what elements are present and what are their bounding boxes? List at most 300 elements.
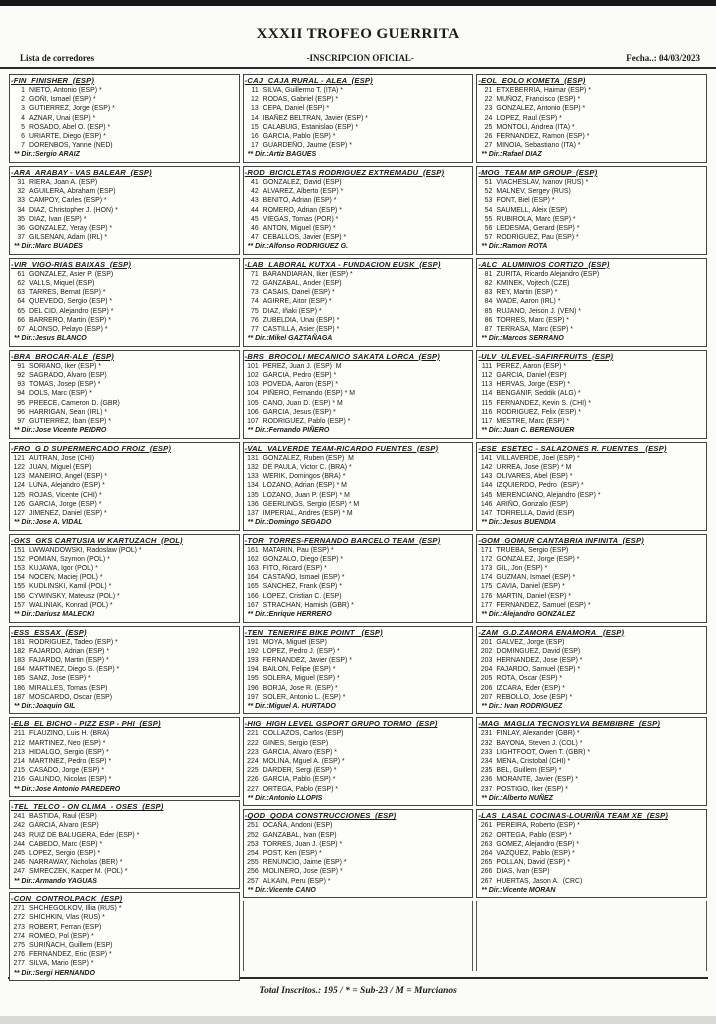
rider-row [10, 601, 239, 610]
rider-name: SHICHKIN, Vlas (RUS) * [29, 914, 105, 922]
rider-number: 256 [247, 868, 259, 876]
rider-name: ORTEGA, Pablo (ESP) * [262, 785, 338, 793]
rider-number: 37 [17, 234, 25, 242]
rider-row [477, 564, 706, 573]
rider-name: RUJANO, Jeison J. (VEN) * [496, 307, 581, 315]
rider-name: SURIÑACH, Guillem (ESP) [29, 941, 113, 949]
rider-name: FERNANDEZ, Kevin S. (CHI) * [496, 399, 591, 407]
rider-row [10, 665, 239, 674]
rider-name: GIL, Jon (ESP) * [496, 565, 548, 573]
rider-number: 183 [13, 656, 25, 664]
team-block [243, 442, 474, 531]
director-row: ** Dir.:Domingo SEGADO [247, 519, 332, 527]
rider-name: GANZABAL, Ivan (ESP) [262, 831, 337, 839]
rider-name: CEBALLOS, Javier (ESP) * [262, 234, 347, 242]
rider-name: SANZ, Jose (ESP) * [29, 675, 91, 683]
rider-number: 42 [251, 188, 259, 196]
rider-number: 273 [13, 923, 25, 931]
rider-row [244, 481, 473, 490]
rider-row [10, 215, 239, 224]
rider-number: 177 [480, 601, 493, 609]
rider-name: FONT, Biel (ESP) * [496, 197, 555, 205]
rider-name: AGUILERA, Abraham (ESP) [29, 188, 116, 196]
rider-name: SHCHEGOLKOV, Illia (RUS) * [29, 905, 122, 913]
rider-row [10, 739, 239, 748]
rider-name: OCAÑA, Andoni (ESP) [262, 822, 333, 830]
rider-number: 85 [484, 307, 493, 315]
rider-name: CYWINSKY, Mateusz (POL) * [29, 592, 120, 600]
rider-name: STRACHAN, Hamish (GBR) * [262, 601, 354, 609]
director-row: ** Dir.:Vicente CANO [247, 886, 316, 894]
rider-row [10, 849, 239, 858]
rider-name: FLAUZINO, Luis H. (BRA) [29, 730, 110, 738]
rider-name: GONZALEZ, David (ESP) [262, 178, 342, 186]
rider-number: 155 [13, 583, 25, 591]
rider-row [477, 362, 706, 371]
rider-name: IMPERIAL, Andres (ESP) * M [262, 509, 353, 517]
rider-number: 181 [13, 638, 25, 646]
rider-name: ROBERT, Ferran (ESP) [29, 923, 102, 931]
rider-number: 132 [247, 463, 259, 471]
rider-number: 87 [484, 326, 493, 334]
rider-row [244, 555, 473, 564]
rider-number: 115 [481, 399, 493, 407]
team-header: -HIG HIGH LEVEL GSPORT GRUPO TORMO (ESP) [244, 719, 438, 729]
rider-number: 233 [480, 748, 493, 756]
rider-number: 16 [251, 133, 259, 141]
team-block [9, 717, 240, 797]
director-row: ** Dir.:Alfonso RODRIGUEZ G. [247, 243, 349, 251]
rider-name: URIARTE, Diego (ESP) * [29, 133, 106, 141]
team-header: -LAS LASAL COCINAS-LOURIÑA TEAM XE (ESP) [478, 811, 669, 821]
rider-name: DOLS, Marc (ESP) * [29, 390, 92, 398]
director-row: ** Dir.:Marc BUADES [14, 243, 83, 251]
rider-name: HERNANDEZ, Jose (ESP) * [496, 656, 583, 664]
rider-name: MINOIA, Sebastiano (ITA) * [496, 142, 581, 150]
rider-row [244, 454, 473, 463]
rider-row [10, 913, 239, 922]
rider-row [477, 307, 706, 316]
rider-name: HUERTAS, Jason A. (CRC) [496, 877, 583, 885]
rider-number: 1 [21, 87, 25, 94]
rider-row [477, 729, 706, 738]
rider-number: 83 [484, 289, 493, 297]
rider-number: 272 [13, 914, 25, 922]
rider-number: 186 [13, 684, 25, 692]
rider-row [244, 316, 473, 325]
rider-name: ROTA, Oscar (ESP) * [496, 675, 563, 683]
rider-number: 204 [480, 666, 493, 674]
rider-name: WALINIAK, Konrad (POL) * [29, 601, 113, 609]
rider-row [10, 941, 239, 950]
rider-name: GARCIA, Pablo (ESP) * [262, 776, 336, 784]
rider-row [244, 500, 473, 509]
rider-row [10, 757, 239, 766]
rider-name: MATARIN, Pau (ESP) * [262, 546, 334, 554]
rider-number: 195 [247, 675, 259, 683]
rider-row [477, 867, 706, 876]
rider-number: 113 [481, 381, 493, 389]
rider-number: 51 [484, 178, 493, 186]
rider-row [10, 95, 239, 104]
rider-number: 112 [481, 371, 493, 379]
rider-name: GUTIERREZ, Jorge (ESP) * [29, 105, 115, 113]
rider-row [10, 233, 239, 242]
team-block [476, 717, 707, 806]
rider-row [244, 187, 473, 196]
team-block [9, 74, 240, 163]
rider-number: 45 [251, 215, 259, 223]
rider-number: 237 [480, 785, 493, 793]
rider-number: 224 [247, 758, 259, 766]
rider-name: VALLS, Miquel (ESP) [29, 280, 95, 288]
rider-number: 56 [484, 224, 493, 232]
director-row: ** Dir.:Ramon ROTA [481, 243, 548, 251]
rider-number: 35 [17, 215, 25, 223]
rider-name: JIMENEZ, Daniel (ESP) * [29, 509, 107, 517]
rider-name: RODRIGUEZ, Pablo (ESP) * [262, 417, 351, 425]
rider-name: CASTILLA, Asier (ESP) * [262, 326, 340, 334]
rider-name: GANZABAL, Ander (ESP) [262, 280, 342, 288]
rider-name: FITO, Ricard (ESP) * [262, 565, 327, 573]
rider-number: 127 [13, 509, 25, 517]
rider-number: 6 [21, 133, 25, 141]
rider-row [10, 316, 239, 325]
director-row: ** Dir.:Sergi HERNANDO [14, 969, 95, 977]
rider-number: 203 [480, 656, 493, 664]
page-title: XXXII TROFEO GUERRITA [256, 26, 460, 42]
rider-number: 71 [251, 270, 259, 278]
rider-name: GARCIA, Jesus (ESP) * [262, 408, 336, 416]
rider-number: 246 [13, 859, 25, 867]
rider-name: HIDALGO, Sergio (ESP) * [29, 748, 109, 756]
rider-row [244, 371, 473, 380]
rider-row [244, 693, 473, 702]
rider-number: 25 [484, 123, 493, 131]
rider-number: 193 [247, 656, 259, 664]
rider-name: POVEDA, Aaron (ESP) * [262, 381, 339, 389]
director-row: ** Dir.:Vicente MORAN [481, 886, 556, 894]
rider-row [477, 270, 706, 279]
team-block [243, 717, 474, 806]
rider-row [10, 582, 239, 591]
rider-row [244, 775, 473, 784]
director-row: ** Dir.:Miguel A. HURTADO [247, 702, 336, 710]
rider-number: 247 [13, 868, 25, 876]
rider-number: 53 [484, 197, 493, 205]
team-block [476, 258, 707, 347]
rider-row [244, 325, 473, 334]
rider-name: SMRECZEK, Kacper M. (POL) * [29, 868, 128, 876]
rider-row [477, 288, 706, 297]
rider-row [477, 831, 706, 840]
rider-number: 213 [13, 748, 25, 756]
rider-name: KUDLINSKI, Kamil (POL) * [29, 583, 112, 591]
rider-name: LIGHTFOOT, Owen T. (GBR) * [496, 748, 591, 756]
team-block [476, 626, 707, 715]
rider-name: MALNEV, Sergey (RUS) [496, 188, 571, 196]
rider-number: 244 [13, 840, 25, 848]
rider-row [477, 215, 706, 224]
rider-name: POLLAN, David (ESP) * [496, 859, 570, 867]
rider-number: 94 [17, 390, 25, 398]
team-block [476, 442, 707, 531]
rider-name: POST, Ken (ESP) * [262, 849, 322, 857]
rider-name: MENA, Cristobal (CHI) * [496, 758, 571, 766]
rider-number: 146 [480, 500, 493, 508]
rider-number: 103 [247, 381, 259, 389]
rider-number: 12 [251, 96, 259, 104]
rider-number: 76 [251, 316, 259, 324]
rider-number: 147 [480, 509, 493, 517]
rider-name: FERNANDEZ, Eric (ESP) * [29, 951, 112, 959]
rider-number: 205 [480, 675, 493, 683]
rider-row [477, 592, 706, 601]
team-header: -ARA ARABAY - VAS BALEAR (ESP) [11, 167, 152, 177]
rider-name: DIAZ, Christopher J. (HON) * [29, 206, 118, 214]
rider-name: DORENBOS, Yanne (NED) [29, 142, 113, 150]
rider-name: GALINDO, Nicolas (ESP) * [29, 776, 112, 784]
rider-row [244, 380, 473, 389]
rider-number: 72 [251, 280, 259, 288]
director-row: ** Dir.:Joaquin GIL [14, 702, 76, 710]
rider-name: COLLAZOS, Carlos (ESP) [262, 730, 344, 738]
rider-name: NARRAWAY, Nicholas (BER) * [29, 859, 123, 867]
date-label: Fecha..: 04/03/2023 [626, 53, 700, 63]
rider-row [244, 858, 473, 867]
rider-number: 5 [21, 123, 25, 131]
rider-number: 125 [13, 491, 25, 499]
rider-row [244, 592, 473, 601]
rider-row [477, 481, 706, 490]
rider-name: BAYONA, Steven J. (COL) * [496, 739, 583, 747]
rider-row [244, 463, 473, 472]
rider-number: 194 [247, 666, 259, 674]
rider-name: CASAIS, Danel (ESP) * [262, 289, 335, 297]
rider-name: WADE, Aaron (IRL) * [496, 298, 561, 306]
rider-number: 255 [247, 859, 259, 867]
rider-row [10, 693, 239, 702]
rider-name: RODRIGUEZ, Pau (ESP) * [496, 234, 579, 242]
rider-name: ROJAS, Vicente (CHI) * [29, 491, 102, 499]
rider-number: 36 [17, 224, 25, 232]
rider-number: 61 [17, 270, 25, 278]
rider-number: 66 [17, 316, 25, 324]
rider-number: 234 [480, 758, 493, 766]
rider-name: CASADO, Jorge (ESP) * [29, 767, 105, 775]
director-row: ** Dir.:Artiz BAGUES [247, 151, 317, 159]
rider-row [10, 555, 239, 564]
rider-row [244, 831, 473, 840]
rider-row [10, 297, 239, 306]
rider-row [244, 821, 473, 830]
rider-number: 207 [480, 693, 493, 701]
team-block [243, 258, 474, 347]
rider-number: 271 [13, 905, 25, 913]
rider-number: 164 [247, 574, 259, 582]
rider-row [10, 206, 239, 215]
list-label: Lista de corredores [20, 53, 95, 63]
rider-row [10, 674, 239, 683]
rider-number: 167 [247, 601, 259, 609]
team-block [9, 534, 240, 623]
team-header: -TEN TENERIFE BIKE POINT (ESP) [244, 627, 383, 637]
rider-row [244, 86, 473, 95]
rider-number: 182 [13, 647, 25, 655]
rider-name: MOLINERO, Jose (ESP) * [262, 868, 343, 876]
team-header: -QOD QODA CONSTRUCCIONES (ESP) [244, 811, 397, 821]
rider-row [477, 408, 706, 417]
rider-name: GARCIA, Pedro (ESP) * [262, 371, 337, 379]
rider-row [10, 288, 239, 297]
rider-name: GONZALEZ, Asier P. (ESP) [29, 270, 114, 278]
rider-number: 33 [17, 197, 25, 205]
rider-row [244, 785, 473, 794]
rider-number: 63 [17, 289, 25, 297]
rider-name: GONZALEZ, Jorge (ESP) * [496, 555, 580, 563]
rider-name: LOPEZ, Pedro J. (ESP) * [262, 647, 340, 655]
rider-number: 117 [481, 417, 493, 425]
rider-row [244, 141, 473, 150]
rider-row [477, 775, 706, 784]
rider-name: ROMEO, Pol (ESP) * [29, 932, 94, 940]
rider-row [10, 132, 239, 141]
director-row: ** Dir.:Juan C. BERENGUER [481, 427, 575, 435]
rider-name: GARCIA, Daniel (ESP) [496, 371, 567, 379]
rider-name: JUAN, Miguel (ESP) [29, 463, 92, 471]
rider-row [10, 389, 239, 398]
director-row: ** Dir.:Alejandro GONZALEZ [481, 611, 576, 619]
rider-row [10, 380, 239, 389]
rider-row [10, 812, 239, 821]
rider-number: 135 [247, 491, 259, 499]
rider-number: 27 [484, 142, 493, 150]
rider-name: LOPEZ, Cristian C. (ESP) [262, 592, 342, 600]
rider-row [10, 104, 239, 113]
rider-row [10, 959, 239, 968]
rider-row [10, 821, 239, 830]
rider-row [477, 849, 706, 858]
rider-name: BARRERO, Martin (ESP) * [29, 316, 111, 324]
director-row: ** Dir.: Ivan RODRIGUEZ [481, 702, 563, 710]
rider-name: NIETO, Antonio (ESP) * [29, 87, 102, 94]
rider-name: BORJA, Jose R. (ESP) * [262, 684, 338, 692]
team-header: -ESS ESSAX (ESP) [11, 627, 87, 637]
rider-row [244, 132, 473, 141]
rider-name: LOPEZ, Sergio (ESP) * [29, 849, 101, 857]
rider-row [477, 297, 706, 306]
team-header: -MOG TEAM MP GROUP (ESP) [478, 167, 598, 177]
team-header: -BRA BROCAR-ALE (ESP) [11, 351, 115, 361]
rider-name: LOPEZ, Raul (ESP) * [496, 114, 562, 122]
rider-row [10, 224, 239, 233]
rider-row [10, 491, 239, 500]
rider-number: 131 [247, 454, 259, 462]
rider-row [477, 325, 706, 334]
rider-row [244, 849, 473, 858]
director-row: ** Dir.:Jesus BLANCO [14, 335, 87, 343]
rider-name: GOMEZ, Alejandro (ESP) * [496, 840, 580, 848]
rider-name: DIAZ, Ivan (ESP) * [29, 215, 87, 223]
rider-number: 116 [481, 408, 493, 416]
rider-number: 254 [247, 849, 259, 857]
rider-row [477, 656, 706, 665]
rider-number: 221 [247, 730, 259, 738]
rider-row [10, 831, 239, 840]
rider-name: ALKAIN, Peru (ESP) * [262, 877, 331, 885]
rider-number: 96 [17, 408, 25, 416]
team-header: -ESE ESETEC - SALAZONES R. FUENTES (ESP) [478, 443, 667, 453]
director-row: ** Dir.:Sergio ARAIZ [14, 151, 80, 159]
rider-name: PREECE, Cameron D. (GBR) [29, 399, 120, 407]
rider-row [244, 674, 473, 683]
rider-row [477, 316, 706, 325]
team-header: -LAB LABORAL KUTXA - FUNDACION EUSK (ESP) [244, 259, 441, 269]
column-2 [243, 74, 474, 971]
rider-row [477, 206, 706, 215]
rider-number: 242 [13, 822, 25, 830]
rider-name: BEL, Guillem (ESP) * [496, 767, 562, 775]
rider-row [477, 114, 706, 123]
rider-row [10, 325, 239, 334]
team-header: -ELB EL BICHO - PIZZ ESP - PHI (ESP) [11, 719, 161, 729]
rider-row [477, 684, 706, 693]
rider-row [244, 178, 473, 187]
rider-number: 185 [13, 675, 25, 683]
team-header: -ZAM G.D.ZAMORA ENAMORA (ESP) [478, 627, 625, 637]
rider-row [477, 380, 706, 389]
rider-name: NOCEN, Maciej (POL) * [29, 574, 103, 582]
team-header: -EOL EOLO KOMETA (ESP) [478, 76, 586, 85]
director-row: ** Dir.:Alberto NUÑEZ [481, 794, 553, 802]
rider-name: SORIANO, Iker (ESP) * [29, 362, 101, 370]
rider-row [244, 729, 473, 738]
team-block [243, 166, 474, 255]
rider-row [477, 472, 706, 481]
team-header: -ALC ALUMINIOS CORTIZO (ESP) [478, 259, 610, 269]
rider-number: 172 [480, 555, 493, 563]
rider-number: 262 [480, 831, 493, 839]
rider-row [477, 454, 706, 463]
rider-number: 214 [13, 758, 25, 766]
rider-number: 32 [17, 188, 25, 196]
rider-number: 202 [480, 647, 493, 655]
rider-number: 15 [251, 123, 259, 131]
rider-name: OLIVARES, Abel (ESP) * [496, 473, 573, 481]
rider-row [244, 840, 473, 849]
rider-row [244, 104, 473, 113]
rider-name: KUJAWA, Igor (POL) * [29, 565, 98, 573]
rider-name: REBOLLO, Jose (ESP) * [496, 693, 573, 701]
rider-row [477, 371, 706, 380]
rider-row [10, 564, 239, 573]
rider-row [244, 196, 473, 205]
rider-row [477, 463, 706, 472]
rider-row [10, 638, 239, 647]
rider-number: 3 [21, 105, 25, 113]
team-block [243, 350, 474, 439]
rider-name: DE PAULA, Victor C. (BRA) * [262, 463, 352, 471]
rider-row [10, 187, 239, 196]
rider-row [10, 684, 239, 693]
rider-name: LOZANO, Juan P. (ESP) * M [262, 491, 350, 499]
rider-name: RIERA, Joan A. (ESP) [29, 178, 98, 186]
team-block [243, 74, 474, 163]
rider-number: 251 [247, 822, 259, 830]
rider-row [244, 399, 473, 408]
rider-name: SANCHEZ, Frank (ESP) * [262, 583, 342, 591]
rider-row [244, 95, 473, 104]
